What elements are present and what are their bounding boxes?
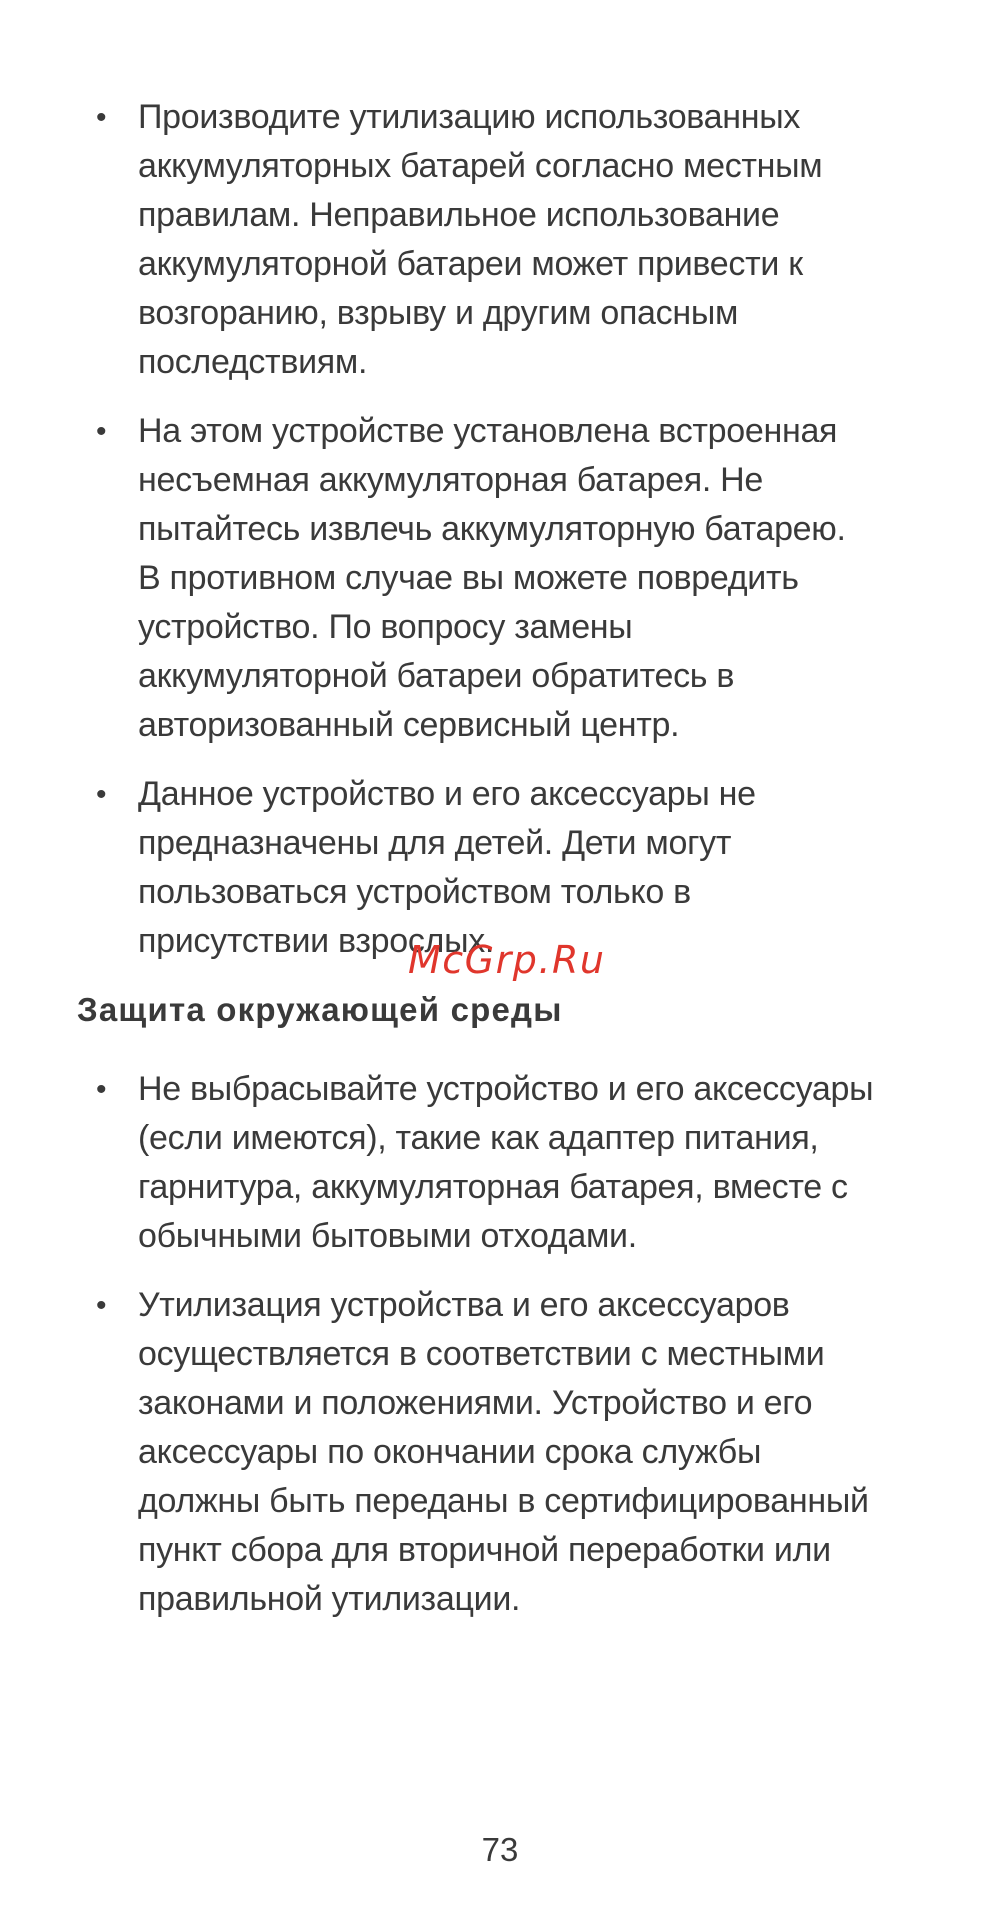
- battery-bullet-list: [96, 93, 936, 986]
- watermark-text: McGrp.Ru: [408, 938, 606, 982]
- list-item-line: аккумуляторной батареи может привести к: [138, 245, 803, 283]
- list-item: [96, 1065, 936, 1261]
- environment-bullet-list: [96, 1065, 936, 1644]
- list-item-line: обычными бытовыми отходами.: [138, 1217, 637, 1255]
- bullet-icon: •: [96, 778, 107, 811]
- list-item-line: несъемная аккумуляторная батарея. Не: [138, 461, 763, 499]
- list-item-line: В противном случае вы можете повредить: [138, 559, 799, 597]
- list-item-line: присутствии взрослых.: [138, 922, 495, 960]
- list-item-line: последствиям.: [138, 343, 368, 381]
- list-item-line: устройство. По вопросу замены: [138, 608, 633, 646]
- list-item-line: авторизованный сервисный центр.: [138, 706, 680, 744]
- bullet-icon: •: [96, 1289, 107, 1322]
- list-item-line: (если имеются), такие как адаптер питания,: [138, 1119, 819, 1157]
- list-item-line: Данное устройство и его аксессуары не: [138, 775, 756, 813]
- list-item: [96, 93, 936, 387]
- list-item-line: правильной утилизации.: [138, 1580, 521, 1618]
- list-item-line: законами и положениями. Устройство и его: [138, 1384, 813, 1422]
- list-item-line: пытайтесь извлечь аккумуляторную батарею.: [138, 510, 846, 548]
- list-item: [96, 770, 936, 966]
- list-item-line: аккумуляторной батареи обратитесь в: [138, 657, 735, 695]
- list-item-line: пользоваться устройством только в: [138, 873, 691, 911]
- bullet-icon: •: [96, 415, 107, 448]
- list-item-line: аксессуары по окончании срока службы: [138, 1433, 762, 1471]
- list-item-line: предназначены для детей. Дети могут: [138, 824, 732, 862]
- list-item-line: правилам. Неправильное использование: [138, 196, 780, 234]
- list-item: [96, 407, 936, 750]
- section-heading: Защита окружающей среды: [77, 991, 563, 1028]
- list-item-line: должны быть переданы в сертифицированный: [138, 1482, 869, 1520]
- bullet-icon: •: [96, 1073, 107, 1106]
- bullet-icon: •: [96, 101, 107, 134]
- list-item-line: Утилизация устройства и его аксессуаров: [138, 1286, 790, 1324]
- list-item-line: возгоранию, взрыву и другим опасным: [138, 294, 739, 332]
- list-item-line: Производите утилизацию использованных: [138, 98, 801, 136]
- list-item-line: пункт сбора для вторичной переработки или: [138, 1531, 831, 1569]
- list-item-line: Не выбрасывайте устройство и его аксессуары: [138, 1070, 874, 1108]
- list-item-line: аккумуляторных батарей согласно местным: [138, 147, 823, 185]
- list-item: [96, 1281, 936, 1624]
- page-number: 73: [481, 1831, 519, 1868]
- list-item-line: осуществляется в соответствии с местными: [138, 1335, 825, 1373]
- list-item-line: На этом устройстве установлена встроенная: [138, 412, 838, 450]
- list-item-line: гарнитура, аккумуляторная батарея, вместе с: [138, 1168, 848, 1206]
